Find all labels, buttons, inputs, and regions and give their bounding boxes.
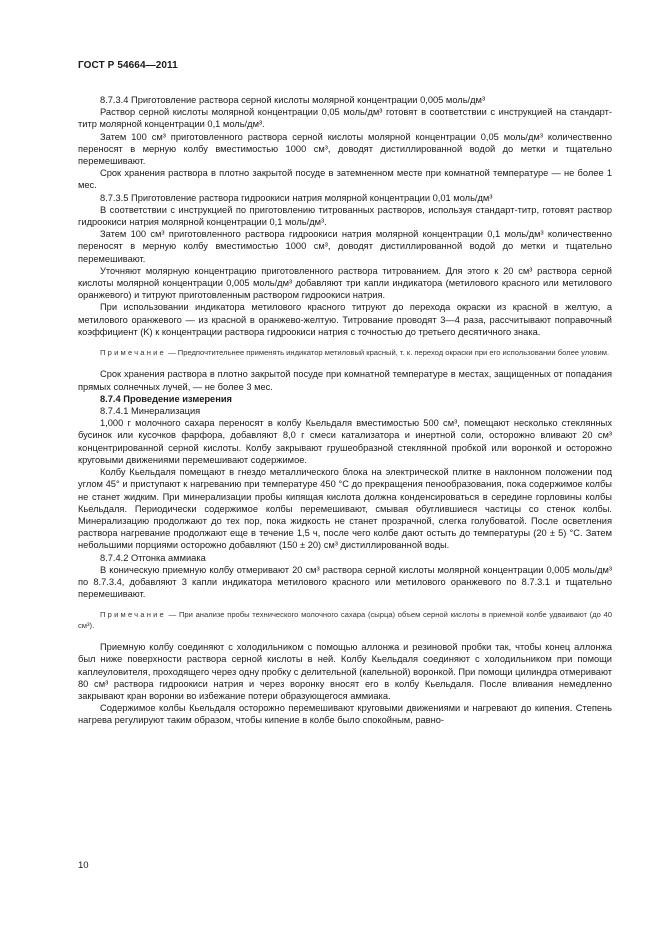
paragraph: Срок хранения раствора в плотно закрытой посуде при комнатной температуре в местах, защищенных от попадания прямых солнечных лучей, — не более 3 мес. (78, 369, 612, 392)
document-header: ГОСТ Р 54664—2011 (78, 60, 178, 71)
paragraph: Уточняют молярную концентрацию приготовленного раствора титрованием. Для этого к 20 см³ раствора серной кислоты молярной концентрации 0,005 моль/дм³ добавляют три капли индикатора (метилового красного или метилового оранжевого) и титруют приготовленным раствором гидроокиси натрия. (78, 265, 612, 301)
section-heading-8-7-4: 8.7.4 Проведение измерения (100, 393, 232, 404)
note-text: — Предпочтительнее применять индикатор метиловый красный, т. к. переход окраски при его использовании более уловим. (165, 348, 610, 358)
note-label: Примечание (100, 610, 166, 620)
page-number: 10 (78, 860, 89, 871)
paragraph: В коническую приемную колбу отмеривают 20 см³ раствора серной кислоты молярной концентрации 0,005 моль/дм³ по 8.7.3.4, добавляют 3 капли индикатора метилового красного или метилового оранжевого по 8.7.3.1 и тщательно перемешивают. (78, 564, 612, 600)
paragraph: Колбу Кьельдаля помещают в гнездо металлического блока на электрической плитке в наклонном положении под углом 45° и приступают к нагреванию при температуре 450 °С до прекращения пенообразования, пока содержимое колбы не станет жидким. При минерализации пробы кипящая кислота должна конденсироваться в середине горловины колбы Кьельдаля. Периодически содержимое колбы перемешивают, смывая обуглившиеся частицы со стенок колбы. Минерализацию продолжают до тех пор, пока жидкость не станет прозрачной, слегка голубоватой. После осветления раствора нагревание продолжают еще в течение 1,5 ч, после чего колбе дают остыть до температуры (20 ± 5) °С. Затем небольшими порциями осторожно добавляют (150 ± 20) см³ дистиллированной воды. (78, 467, 612, 551)
note-label: Примечание (100, 348, 166, 358)
paragraph: Раствор серной кислоты молярной концентрации 0,05 моль/дм³ готовят в соответствии с инструкцией на стандарт-титр молярной концентрации 0,1 моль/дм³. (78, 107, 612, 130)
note-1 (78, 348, 612, 358)
section-heading-8-7-4-1: 8.7.4.1 Минерализация (100, 406, 201, 417)
paragraph: При использовании индикатора метилового красного титруют до перехода окраски из красной в желтую, а метилового оранжевого — из красной в оранжево-желтую. Титрование проводят 3—4 раза, рассчитывают поправочный коэффициент (K) к концентрации раствора гидроокиси натрия с точностью до третьего десятичного знака. (78, 302, 612, 337)
paragraph: Затем 100 см³ приготовленного раствора гидроокиси натрия молярной концентрации 0,1 моль/дм³ количественно переносят в мерную колбу вместимостью 1000 см³, доводят дистиллированной водой до метки и тщательно перемешивают. (78, 229, 612, 264)
section-heading-8-7-3-4: 8.7.3.4 Приготовление раствора серной кислоты молярной концентрации 0,005 моль/дм³ (100, 95, 486, 105)
document-body (78, 94, 612, 727)
paragraph: Затем 100 см³ приготовленного раствора серной кислоты молярной концентрации 0,05 моль/дм³ количественно переносят в мерную колбу вместимостью 1000 см³, доводят дистиллированной водой до метки и тщательно перемешивают. (78, 131, 612, 167)
note-text: — При анализе пробы технического молочного сахара (сырца) объем серной кислоты в приемной колбе удваивают (до 40 см³). (78, 610, 612, 630)
paragraph: В соответствии с инструкцией по приготовлению титрованных растворов, используя стандарт-титр, готовят раствор гидроокиси натрия молярной концентрации 0,1 моль/дм³. (78, 204, 612, 228)
paragraph: Срок хранения раствора в плотно закрытой посуде в затемненном месте при комнатной температуре — не более 1 мес. (78, 168, 612, 191)
paragraph: Приемную колбу соединяют с холодильником с помощью аллонжа и резиновой пробки так, чтобы конец аллонжа был ниже поверхности раствора серной кислоты в ней. Колбу Кьельдаля соединяют с холодильником при помощи каплеуловителя, проходящего через одну пробку с делительной (капельной) воронкой. При помощи цилиндра отмеривают 80 см³ раствора гидроокиси натрия и через воронку вносят его в колбу Кьельдаля. После вливания немедленно закрывают кран воронки во избежание потери образующегося аммиака. (78, 642, 612, 701)
paragraph: Содержимое колбы Кьельдаля осторожно перемешивают круговыми движениями и нагревают до кипения. Степень нагрева регулируют таким образом, чтобы кипение в колбе было спокойным, равно- (78, 703, 612, 726)
paragraph: 1,000 г молочного сахара переносят в колбу Кьельдаля вместимостью 500 см³, помещают несколько стеклянных бусинок или кусочков фарфора, добавляют 8,0 г смеси катализатора и инертной соли, осторожно вливают 20 см³ концентрированной серной кислоты. Колбу закрывают грушеобразной стеклянной пробкой или воронкой и осторожно круговыми движениями перемешивают содержимое. (78, 418, 612, 465)
note-2 (78, 610, 612, 631)
section-heading-8-7-4-2: 8.7.4.2 Отгонка аммиака (100, 552, 206, 563)
section-heading-8-7-3-5: 8.7.3.5 Приготовление раствора гидроокиси натрия молярной концентрации 0,01 моль/дм³ (100, 192, 493, 203)
